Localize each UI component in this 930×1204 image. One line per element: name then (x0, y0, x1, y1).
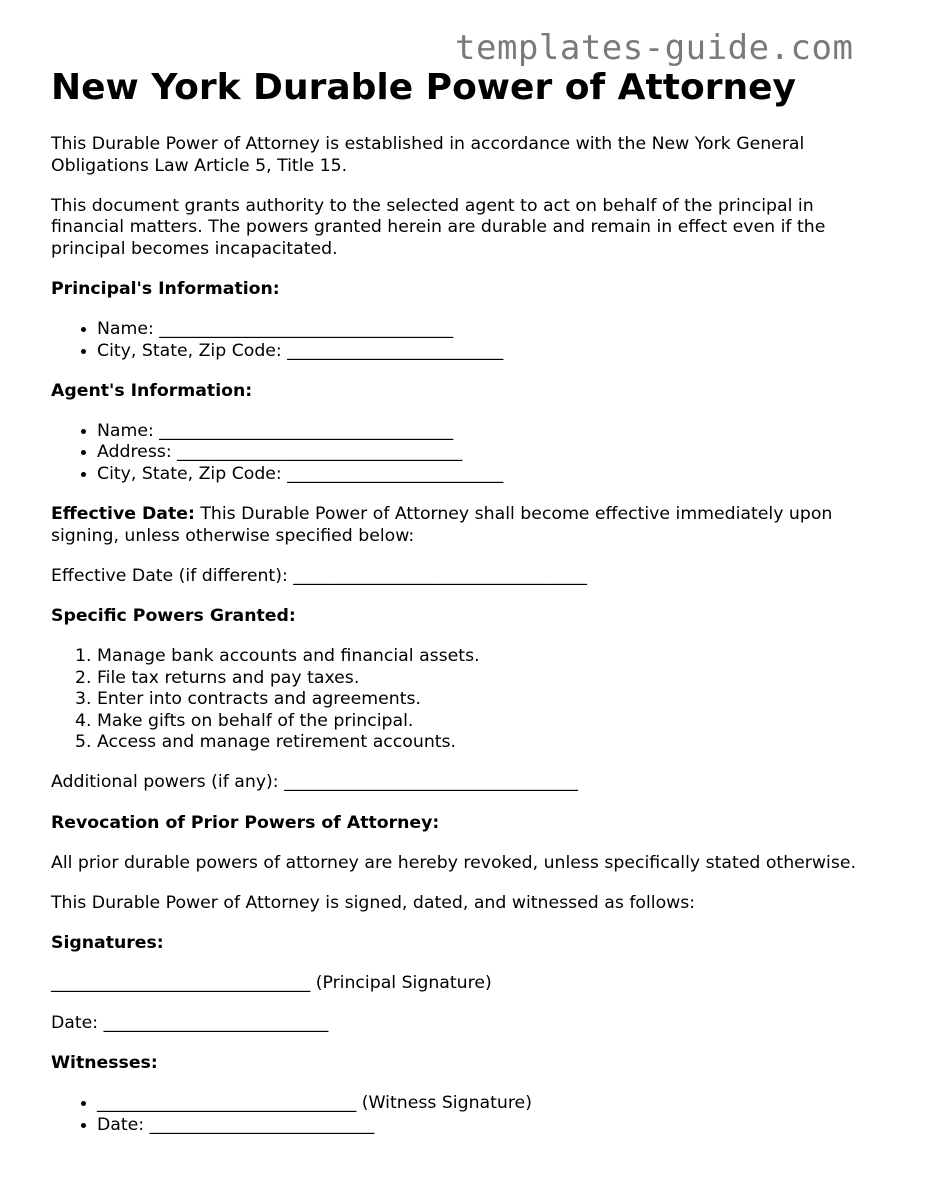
document-title: New York Durable Power of Attorney (51, 67, 796, 108)
witnesses-heading: Witnesses: (51, 1053, 158, 1074)
principal-info-list (51, 319, 881, 362)
power-item: 5. Access and manage retirement accounts. (97, 732, 881, 754)
principal-heading: Principal's Information: (51, 278, 280, 299)
intro-paragraph-1: This Durable Power of Attorney is established in accordance with the New York General Obligations Law Article 5, Title 15. (51, 134, 805, 176)
powers-heading: Specific Powers Granted: (51, 605, 296, 626)
power-item: 1. Manage bank accounts and financial assets. (97, 646, 881, 668)
watermark: templates-guide.com (455, 28, 854, 68)
principal-name-field: • Name: __________________________________ (97, 319, 881, 341)
document-body (51, 134, 881, 1155)
witness-signature-line: • ______________________________ (Witness Signature) (97, 1093, 881, 1115)
revocation-heading: Revocation of Prior Powers of Attorney: (51, 812, 440, 833)
effective-date-paragraph (51, 504, 881, 547)
principal-city-field: • City, State, Zip Code: _________________________ (97, 341, 881, 363)
agent-name-field: • Name: __________________________________ (97, 421, 881, 443)
effective-date-text: This Durable Power of Attorney shall become effective immediately upon signing, unless otherwise specified below: (51, 504, 833, 546)
principal-signature-line: ______________________________ (Principal Signature) (51, 972, 492, 993)
signed-witnessed-text: This Durable Power of Attorney is signed, dated, and witnessed as follows: (51, 892, 696, 913)
witnesses-list (51, 1093, 881, 1136)
agent-address-field: • Address: _________________________________ (97, 442, 881, 464)
effective-date-label: Effective Date: (51, 504, 195, 525)
power-item: 2. File tax returns and pay taxes. (97, 668, 881, 690)
effective-date-different-field: Effective Date (if different): __________________________________ (51, 565, 588, 586)
signature-date-line: Date: __________________________ (51, 1013, 329, 1034)
power-item: 3. Enter into contracts and agreements. (97, 689, 881, 711)
agent-city-field: • City, State, Zip Code: _________________________ (97, 464, 881, 486)
revocation-text: All prior durable powers of attorney are hereby revoked, unless specifically stated otherwise. (51, 852, 856, 873)
witness-date-line: • Date: __________________________ (97, 1115, 881, 1137)
signatures-heading: Signatures: (51, 932, 164, 953)
additional-powers-field: Additional powers (if any): __________________________________ (51, 772, 578, 793)
power-item: 4. Make gifts on behalf of the principal. (97, 711, 881, 733)
intro-paragraph-2: This document grants authority to the selected agent to act on behalf of the principal in financial matters. The powers granted herein are durable and remain in effect even if the principal becomes incapacitated. (51, 195, 826, 259)
agent-heading: Agent's Information: (51, 380, 253, 401)
powers-list (51, 646, 881, 754)
agent-info-list (51, 421, 881, 486)
